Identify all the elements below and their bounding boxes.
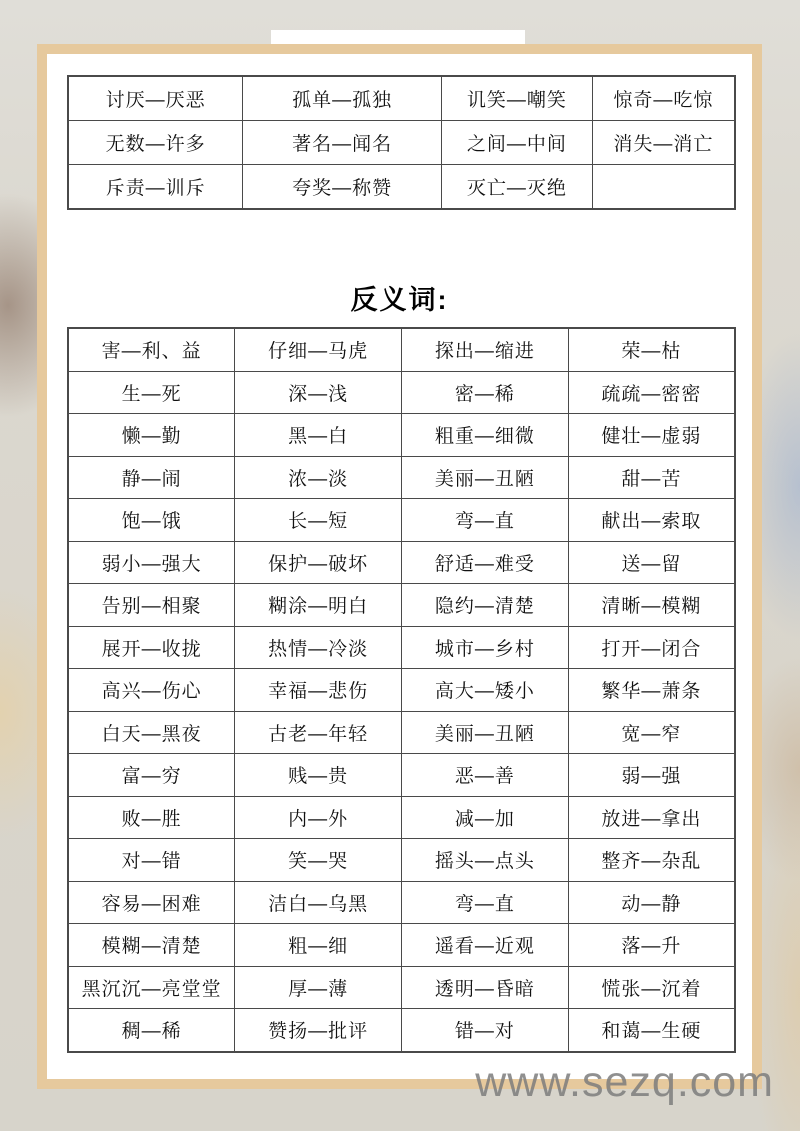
table-cell: 放进—拿出 xyxy=(568,796,735,839)
table-cell: 弯—直 xyxy=(402,881,569,924)
table-cell: 稠—稀 xyxy=(68,1009,235,1052)
table-cell: 美丽—丑陋 xyxy=(402,711,569,754)
table-row xyxy=(68,924,735,967)
table-cell: 遥看—近观 xyxy=(402,924,569,967)
table-cell: 消失—消亡 xyxy=(592,121,735,165)
table-cell: 古老—年轻 xyxy=(235,711,402,754)
table-cell: 摇头—点头 xyxy=(402,839,569,882)
table-cell: 容易—困难 xyxy=(68,881,235,924)
table-cell: 浓—淡 xyxy=(235,456,402,499)
antonym-section-heading: 反义词: xyxy=(350,285,449,315)
table-cell: 和蔼—生硬 xyxy=(568,1009,735,1052)
table-cell: 弱—强 xyxy=(568,754,735,797)
table-cell: 整齐—杂乱 xyxy=(568,839,735,882)
table-row xyxy=(68,584,735,627)
table-cell: 繁华—萧条 xyxy=(568,669,735,712)
table-cell: 惊奇—吃惊 xyxy=(592,76,735,121)
table-cell: 著名—闻名 xyxy=(243,121,442,165)
table-cell: 美丽—丑陋 xyxy=(402,456,569,499)
table-row xyxy=(68,1009,735,1052)
table-cell: 荣—枯 xyxy=(568,328,735,371)
table-cell: 静—闹 xyxy=(68,456,235,499)
table-cell: 讥笑—嘲笑 xyxy=(442,76,593,121)
site-watermark: www.sezq.com xyxy=(475,1058,774,1106)
table-cell: 厚—薄 xyxy=(235,966,402,1009)
table-cell: 高兴—伤心 xyxy=(68,669,235,712)
table-row xyxy=(68,711,735,754)
table-cell: 无数—许多 xyxy=(68,121,243,165)
table-cell: 黑—白 xyxy=(235,414,402,457)
table-row xyxy=(68,669,735,712)
table-cell: 饱—饿 xyxy=(68,499,235,542)
table-cell: 害—利、益 xyxy=(68,328,235,371)
table-cell: 斥责—训斥 xyxy=(68,165,243,210)
table-cell: 探出—缩进 xyxy=(402,328,569,371)
table-cell xyxy=(592,165,735,210)
table-cell: 打开—闭合 xyxy=(568,626,735,669)
table-row xyxy=(68,456,735,499)
table-cell: 健壮—虚弱 xyxy=(568,414,735,457)
table-cell: 清晰—模糊 xyxy=(568,584,735,627)
table-cell: 高大—矮小 xyxy=(402,669,569,712)
table-row xyxy=(68,541,735,584)
table-cell: 城市—乡村 xyxy=(402,626,569,669)
table-cell: 内—外 xyxy=(235,796,402,839)
table-cell: 献出—索取 xyxy=(568,499,735,542)
table-cell: 深—浅 xyxy=(235,371,402,414)
table-cell: 错—对 xyxy=(402,1009,569,1052)
table-cell: 粗重—细微 xyxy=(402,414,569,457)
table-cell: 孤单—孤独 xyxy=(243,76,442,121)
table-cell: 恶—善 xyxy=(402,754,569,797)
table-row xyxy=(68,626,735,669)
table-cell: 弱小—强大 xyxy=(68,541,235,584)
table-cell: 讨厌—厌恶 xyxy=(68,76,243,121)
table-cell: 保护—破坏 xyxy=(235,541,402,584)
table-cell: 赞扬—批评 xyxy=(235,1009,402,1052)
table-cell: 之间—中间 xyxy=(442,121,593,165)
table-cell: 动—静 xyxy=(568,881,735,924)
table-cell: 白天—黑夜 xyxy=(68,711,235,754)
table-row xyxy=(68,839,735,882)
table-cell: 落—升 xyxy=(568,924,735,967)
table-cell: 疏疏—密密 xyxy=(568,371,735,414)
table-cell: 仔细—马虎 xyxy=(235,328,402,371)
table-cell: 密—稀 xyxy=(402,371,569,414)
table-cell: 生—死 xyxy=(68,371,235,414)
table-cell: 败—胜 xyxy=(68,796,235,839)
table-cell: 贱—贵 xyxy=(235,754,402,797)
synonym-table xyxy=(67,75,736,210)
table-cell: 宽—窄 xyxy=(568,711,735,754)
table-cell: 模糊—清楚 xyxy=(68,924,235,967)
table-row xyxy=(68,754,735,797)
table-cell: 笑—哭 xyxy=(235,839,402,882)
table-cell: 甜—苦 xyxy=(568,456,735,499)
table-row xyxy=(68,499,735,542)
table-cell: 夸奖—称赞 xyxy=(243,165,442,210)
table-cell: 糊涂—明白 xyxy=(235,584,402,627)
table-cell: 洁白—乌黑 xyxy=(235,881,402,924)
table-cell: 灭亡—灭绝 xyxy=(442,165,593,210)
table-cell: 透明—昏暗 xyxy=(402,966,569,1009)
table-row xyxy=(68,76,735,121)
table-row xyxy=(68,881,735,924)
table-cell: 减—加 xyxy=(402,796,569,839)
table-cell: 对—错 xyxy=(68,839,235,882)
antonym-table xyxy=(67,327,736,1053)
table-row xyxy=(68,796,735,839)
table-cell: 展开—收拢 xyxy=(68,626,235,669)
table-cell: 告别—相聚 xyxy=(68,584,235,627)
table-cell: 长—短 xyxy=(235,499,402,542)
table-cell: 黑沉沉—亮堂堂 xyxy=(68,966,235,1009)
table-cell: 富—穷 xyxy=(68,754,235,797)
table-cell: 热情—冷淡 xyxy=(235,626,402,669)
table-cell: 懒—勤 xyxy=(68,414,235,457)
table-cell: 送—留 xyxy=(568,541,735,584)
table-cell: 幸福—悲伤 xyxy=(235,669,402,712)
table-cell: 弯—直 xyxy=(402,499,569,542)
table-row xyxy=(68,328,735,371)
table-row xyxy=(68,371,735,414)
table-row xyxy=(68,121,735,165)
table-cell: 隐约—清楚 xyxy=(402,584,569,627)
table-row xyxy=(68,414,735,457)
table-row xyxy=(68,165,735,210)
table-cell: 粗—细 xyxy=(235,924,402,967)
table-row xyxy=(68,966,735,1009)
table-cell: 舒适—难受 xyxy=(402,541,569,584)
table-cell: 慌张—沉着 xyxy=(568,966,735,1009)
